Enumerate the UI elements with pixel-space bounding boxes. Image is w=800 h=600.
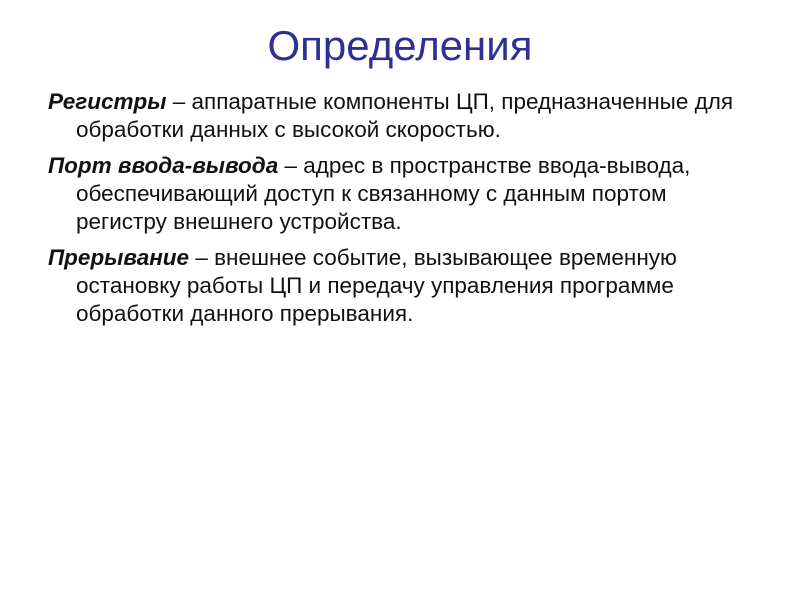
definition-io-port-text: адрес в пространстве ввода-вывода, обеспечивающий доступ к связанному с данным портом регистру внешнего устройства. xyxy=(76,153,691,234)
term-io-port: Порт ввода-вывода xyxy=(48,153,279,178)
definition-dash: – xyxy=(278,153,304,178)
term-registers: Регистры xyxy=(48,89,167,114)
definition-dash: – xyxy=(166,89,192,114)
definition-registers-text: аппаратные компоненты ЦП, предназначенные для обработки данных с высокой скоростью. xyxy=(76,89,734,142)
definition-registers xyxy=(48,88,748,144)
definition-interrupt xyxy=(48,244,748,328)
definition-io-port xyxy=(48,152,748,236)
definition-dash: – xyxy=(189,245,215,270)
definitions-list xyxy=(48,88,748,336)
term-interrupt: Прерывание xyxy=(48,245,190,270)
definition-interrupt-text: внешнее событие, вызывающее временную остановку работы ЦП и передачу управления программе обработки данного прерывания. xyxy=(76,245,677,326)
slide-title: Определения xyxy=(267,22,533,69)
